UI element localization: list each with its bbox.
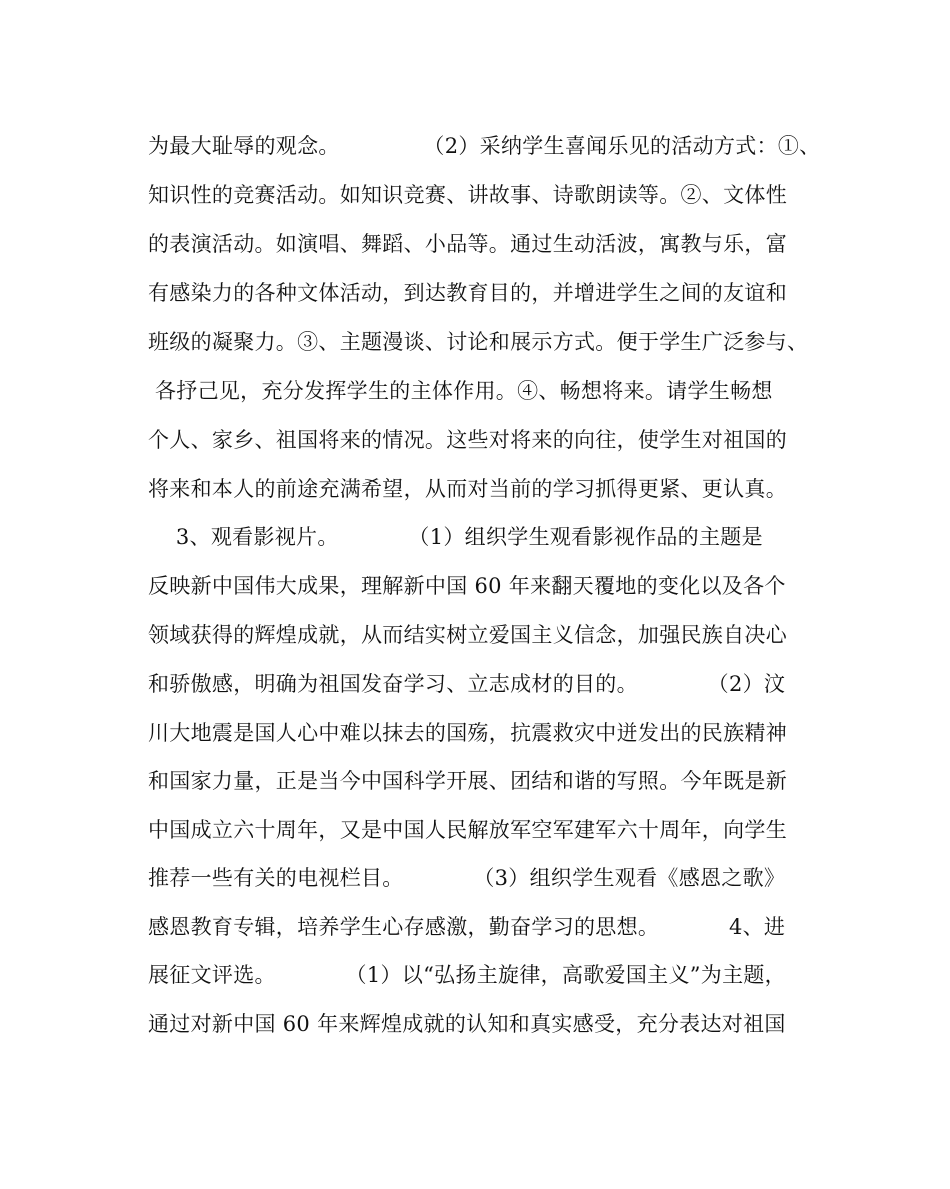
text-line: 3、观看影视片。 （1）组织学生观看影视作品的主题是	[148, 525, 763, 549]
text-line: 通过对新中国 60 年来辉煌成就的认知和真实感受，充分表达对祖国	[148, 1012, 786, 1036]
text-line: 和国家力量，正是当今中国科学开展、团结和谐的写照。今年既是新	[148, 769, 787, 793]
text-line: 感恩教育专辑，培养学生心存感激，勤奋学习的思想。 4、进	[148, 915, 786, 939]
text-line: 各抒己见，充分发挥学生的主体作用。④、畅想将来。请学生畅想	[148, 379, 773, 403]
text-line: 知识性的竞赛活动。如知识竞赛、讲故事、诗歌朗读等。②、文体性	[148, 183, 787, 207]
text-line: 领域获得的辉煌成就，从而结实树立爱国主义信念，加强民族自决心	[148, 623, 787, 647]
text-line: 和骄傲感，明确为祖国发奋学习、立志成材的目的。 （2）汶	[148, 672, 786, 696]
text-line: 个人、家乡、祖国将来的情况。这些对将来的向往，使学生对祖国的	[148, 428, 787, 452]
text-line: 班级的凝聚力。③、主题漫谈、讨论和展示方式。便于学生广泛参与、	[148, 330, 809, 354]
text-line: 有感染力的各种文体活动，到达教育目的，并增进学生之间的友谊和	[148, 281, 787, 305]
text-line: 反映新中国伟大成果，理解新中国 60 年来翻天覆地的变化以及各个	[148, 574, 786, 598]
text-line: 推荐一些有关的电视栏目。 （3）组织学生观看《感恩之歌》	[148, 866, 786, 890]
text-line: 的表演活动。如演唱、舞蹈、小品等。通过生动活波，寓教与乐，富	[148, 232, 787, 256]
text-line: 中国成立六十周年，又是中国人民解放军空军建军六十周年，向学生	[148, 818, 787, 842]
text-line: 将来和本人的前途充满希望，从而对当前的学习抓得更紧、更认真。	[148, 477, 787, 501]
text-line: 川大地震是国人心中难以抹去的国殇，抗震救灾中迸发出的民族精神	[148, 721, 787, 745]
text-line: 为最大耻辱的观念。 （2）采纳学生喜闻乐见的活动方式：①、	[148, 134, 821, 158]
text-line: 展征文评选。 （1）以“弘扬主旋律，高歌爱国主义”为主题，	[148, 963, 786, 987]
